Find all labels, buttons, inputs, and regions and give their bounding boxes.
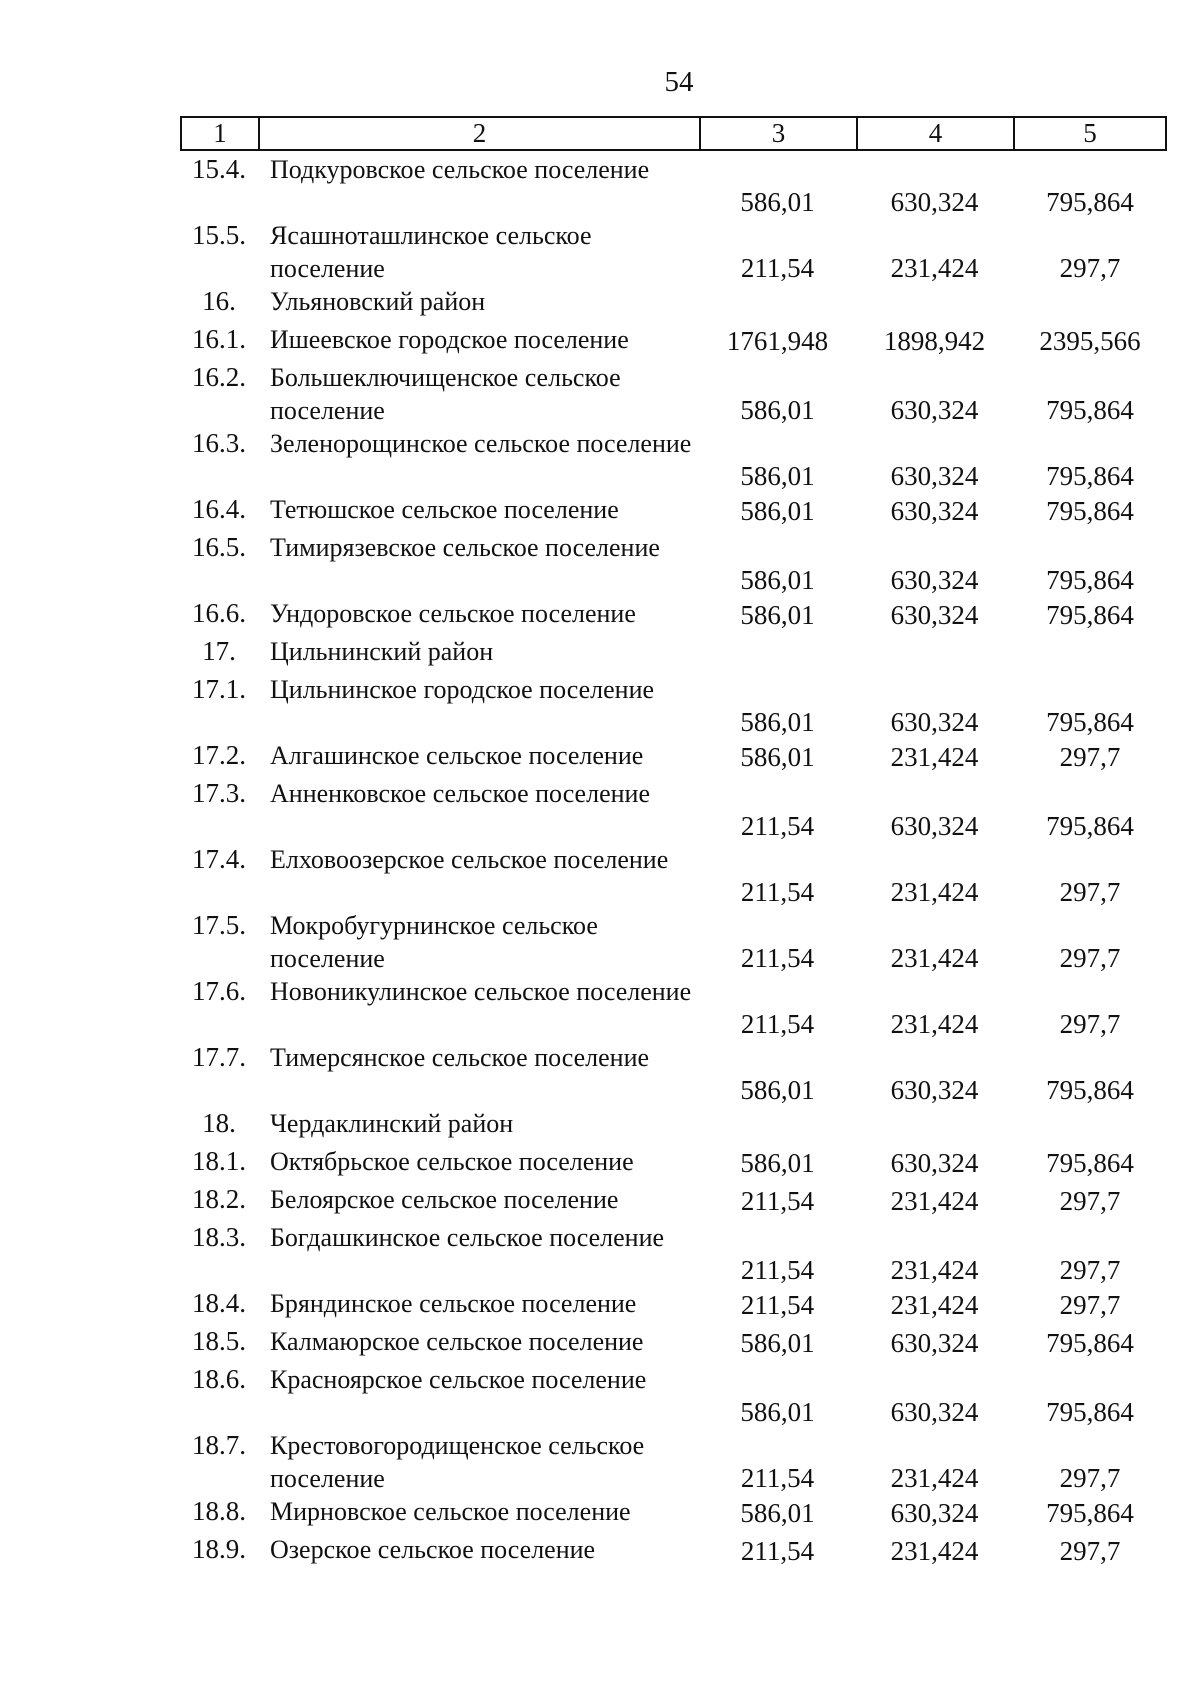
row-number: 18. [202, 1108, 236, 1138]
value-col-4: 231,424 [890, 742, 979, 772]
value-col-5: 795,864 [1046, 187, 1134, 217]
value-col-3: 211,54 [740, 877, 815, 907]
value-col-4: 630,324 [890, 565, 979, 595]
table-row [180, 1287, 1167, 1325]
value-col-3: 211,54 [740, 811, 815, 841]
value-col-3: 211,54 [740, 1536, 815, 1566]
value-col-5: 297,7 [1059, 253, 1121, 283]
value-col-4: 1898,942 [883, 326, 986, 356]
value-col-3: 586,01 [740, 496, 815, 526]
value-col-5: 795,864 [1046, 395, 1134, 425]
row-number: 18.8. [192, 1496, 246, 1526]
row-name: Алгашинское сельское поселение [270, 741, 644, 770]
row-name: Цильнинское городское поселение [270, 675, 655, 704]
value-col-5: 297,7 [1059, 1290, 1121, 1320]
header-col-3: 3 [701, 118, 858, 149]
row-number: 17.5. [192, 910, 246, 940]
row-name: Белоярское сельское поселение [270, 1185, 619, 1214]
value-col-3: 586,01 [740, 742, 815, 772]
section-heading-row [180, 1107, 1167, 1145]
value-col-4: 630,324 [890, 811, 979, 841]
row-name: Октябрьское сельское поселение [270, 1147, 634, 1176]
row-number: 15.5. [192, 220, 246, 250]
table-row [180, 843, 1167, 909]
value-col-3: 586,01 [740, 600, 815, 630]
row-number: 17.7. [192, 1042, 246, 1072]
value-col-5: 795,864 [1046, 811, 1134, 841]
table-row [180, 597, 1167, 635]
row-name: Анненковское сельское поселение [270, 779, 650, 808]
row-number: 17.4. [192, 844, 246, 874]
row-number: 17.1. [192, 674, 246, 704]
row-name: Богдашкинское сельское поселение [270, 1223, 665, 1252]
value-col-3: 586,01 [740, 461, 815, 491]
value-col-4: 231,424 [890, 1536, 979, 1566]
row-number: 16.5. [192, 532, 246, 562]
row-name: Калмаюрское сельское поселение [270, 1327, 644, 1356]
table-row [180, 361, 1167, 427]
section-heading-row [180, 285, 1167, 323]
table-row [180, 219, 1167, 285]
value-col-3: 211,54 [740, 1186, 815, 1216]
row-name: Мокробугурнинское сельское поселение [270, 911, 598, 973]
value-col-4: 231,424 [890, 1009, 979, 1039]
value-col-5: 795,864 [1046, 461, 1134, 491]
row-number: 15.4. [192, 154, 246, 184]
value-col-5: 2395,566 [1039, 326, 1141, 356]
value-col-3: 211,54 [740, 1290, 815, 1320]
row-name: Чердаклинский район [270, 1109, 514, 1138]
value-col-4: 630,324 [890, 707, 979, 737]
value-col-4: 630,324 [890, 1148, 979, 1178]
value-col-5: 795,864 [1046, 496, 1134, 526]
table-row [180, 1495, 1167, 1533]
row-number: 18.2. [192, 1184, 246, 1214]
value-col-4: 630,324 [890, 1498, 979, 1528]
value-col-4: 630,324 [890, 1075, 979, 1105]
table-row [180, 1429, 1167, 1495]
value-col-4: 630,324 [890, 187, 979, 217]
row-name: Мирновское сельское поселение [270, 1497, 631, 1526]
value-col-4: 231,424 [890, 253, 979, 283]
section-heading-row [180, 635, 1167, 673]
table-row [180, 427, 1167, 493]
value-col-4: 630,324 [890, 496, 979, 526]
value-col-4: 231,424 [890, 877, 979, 907]
value-col-4: 231,424 [890, 1255, 979, 1285]
value-col-4: 231,424 [890, 1290, 979, 1320]
row-number: 18.1. [192, 1146, 246, 1176]
row-name: Крестовогородищенское сельское поселение [270, 1431, 645, 1493]
value-col-5: 795,864 [1046, 600, 1134, 630]
value-col-4: 231,424 [890, 1463, 979, 1493]
row-number: 18.4. [192, 1288, 246, 1318]
table-row [180, 1533, 1167, 1571]
value-col-5: 795,864 [1046, 1498, 1134, 1528]
value-col-3: 1761,948 [726, 326, 829, 356]
row-name: Озерское сельское поселение [270, 1535, 596, 1564]
row-name: Подкуровское сельское поселение [270, 155, 650, 184]
value-col-3: 211,54 [740, 1255, 815, 1285]
row-number: 16.4. [192, 494, 246, 524]
row-name: Красноярское сельское поселение [270, 1365, 647, 1394]
row-number: 17.6. [192, 976, 246, 1006]
row-number: 16. [202, 286, 236, 316]
row-number: 18.7. [192, 1430, 246, 1460]
value-col-3: 211,54 [740, 1463, 815, 1493]
table-row [180, 739, 1167, 777]
value-col-3: 586,01 [740, 1328, 815, 1358]
header-col-5: 5 [1083, 118, 1097, 148]
value-col-5: 297,7 [1059, 1009, 1121, 1039]
value-col-5: 795,864 [1046, 1148, 1134, 1178]
row-number: 16.2. [192, 362, 246, 392]
row-number: 18.9. [192, 1534, 246, 1564]
table-row [180, 493, 1167, 531]
value-col-5: 795,864 [1046, 1397, 1134, 1427]
row-name: Зеленорощинское сельское поселение [270, 429, 692, 458]
row-number: 18.3. [192, 1222, 246, 1252]
table-row [180, 975, 1167, 1041]
row-number: 18.6. [192, 1364, 246, 1394]
value-col-5: 297,7 [1059, 742, 1121, 772]
value-col-5: 297,7 [1059, 1255, 1121, 1285]
header-col-4: 4 [858, 118, 1015, 149]
table-row [180, 323, 1167, 361]
value-col-5: 297,7 [1059, 877, 1121, 907]
value-col-3: 586,01 [740, 707, 815, 737]
row-number: 16.1. [192, 324, 246, 354]
value-col-4: 231,424 [890, 943, 979, 973]
table-row [180, 777, 1167, 843]
row-name: Тетюшское сельское поселение [270, 495, 619, 524]
row-number: 17. [202, 636, 236, 666]
header-col-1: 1 [182, 118, 260, 149]
table-body [180, 153, 1167, 1571]
value-col-5: 297,7 [1059, 1186, 1121, 1216]
row-name: Тимерсянское сельское поселение [270, 1043, 650, 1072]
row-name: Цильнинский район [270, 637, 494, 666]
value-col-3: 586,01 [740, 565, 815, 595]
table-row [180, 531, 1167, 597]
table-row [180, 1145, 1167, 1183]
row-name: Бряндинское сельское поселение [270, 1289, 637, 1318]
row-name: Ульяновский район [270, 287, 486, 316]
row-name: Ясашноташлинское сельское поселение [270, 221, 592, 283]
row-number: 16.6. [192, 598, 246, 628]
value-col-3: 211,54 [740, 253, 815, 283]
page-number: 54 [664, 66, 694, 98]
value-col-4: 630,324 [890, 461, 979, 491]
value-col-3: 586,01 [740, 395, 815, 425]
value-col-5: 795,864 [1046, 1075, 1134, 1105]
row-name: Ишеевское городское поселение [270, 325, 629, 354]
row-name: Новоникулинское сельское поселение [270, 977, 692, 1006]
value-col-4: 231,424 [890, 1186, 979, 1216]
row-number: 17.2. [192, 740, 246, 770]
table-row [180, 909, 1167, 975]
value-col-5: 795,864 [1046, 707, 1134, 737]
value-col-3: 211,54 [740, 943, 815, 973]
row-name: Большеключищенское сельское поселение [270, 363, 621, 425]
table-row [180, 673, 1167, 739]
row-number: 18.5. [192, 1326, 246, 1356]
value-col-4: 630,324 [890, 1328, 979, 1358]
table-header [180, 116, 1167, 151]
row-name: Тимирязевское сельское поселение [270, 533, 660, 562]
row-number: 16.3. [192, 428, 246, 458]
value-col-3: 586,01 [740, 1148, 815, 1178]
value-col-4: 630,324 [890, 395, 979, 425]
value-col-5: 795,864 [1046, 1328, 1134, 1358]
table-row [180, 153, 1167, 219]
table-row [180, 1041, 1167, 1107]
value-col-3: 586,01 [740, 1397, 815, 1427]
header-col-2: 2 [260, 118, 701, 149]
value-col-5: 297,7 [1059, 1536, 1121, 1566]
value-col-4: 630,324 [890, 600, 979, 630]
value-col-4: 630,324 [890, 1397, 979, 1427]
value-col-3: 586,01 [740, 1498, 815, 1528]
value-col-3: 586,01 [740, 187, 815, 217]
value-col-5: 297,7 [1059, 1463, 1121, 1493]
row-name: Елховоозерское сельское поселение [270, 845, 669, 874]
value-col-5: 297,7 [1059, 943, 1121, 973]
row-number: 17.3. [192, 778, 246, 808]
table-row [180, 1325, 1167, 1363]
value-col-5: 795,864 [1046, 565, 1134, 595]
table-row [180, 1221, 1167, 1287]
table-row [180, 1183, 1167, 1221]
value-col-3: 211,54 [740, 1009, 815, 1039]
value-col-3: 586,01 [740, 1075, 815, 1105]
row-name: Ундоровское сельское поселение [270, 599, 636, 628]
table-row [180, 1363, 1167, 1429]
